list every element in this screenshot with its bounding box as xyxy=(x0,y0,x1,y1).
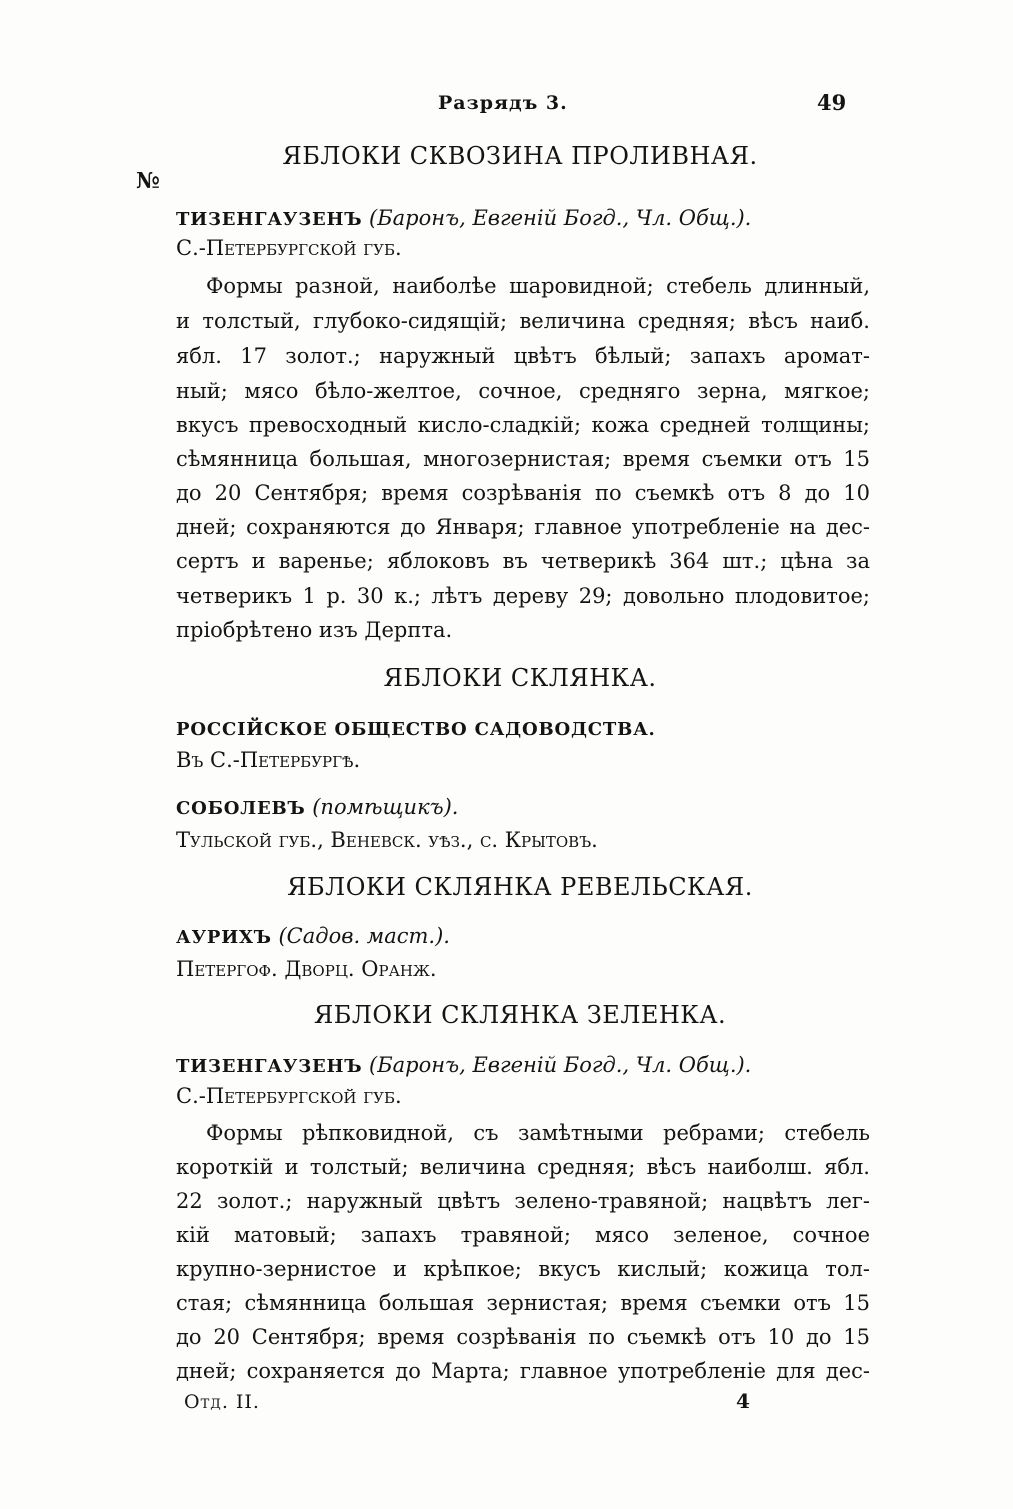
entry-heading xyxy=(176,713,870,745)
grower-role: (Садов. маст.). xyxy=(278,924,450,948)
description-line: и толстый, глубоко-сидящій; величина средняя; вѣсъ наиб. xyxy=(176,309,870,333)
description-line: до 20 Сентября; время созрѣванія по съемкѣ отъ 10 до 15 xyxy=(176,1325,870,1349)
running-head: Разрядъ 3. xyxy=(438,92,568,114)
description-line: стая; сѣмянница большая зернистая; время съемки отъ 15 xyxy=(176,1291,870,1315)
signature-section-label: Отд. II. xyxy=(184,1391,260,1413)
description-line: четверикъ 1 р. 30 к.; лѣтъ дереву 29; довольно плодовитое; xyxy=(176,584,870,608)
grower-role: (Баронъ, Евгеній Богд., Чл. Общ.). xyxy=(369,206,752,230)
description-line: ный; мясо бѣло-желтое, сочное, средняго зерна, мягкое; xyxy=(176,379,870,403)
section-title: ЯБЛОКИ СКВОЗИНА ПРОЛИВНАЯ. xyxy=(282,142,758,170)
description-line: крупно-зернистое и крѣпкое; вкусъ кислый; кожица тол- xyxy=(176,1257,870,1281)
description-line: сертъ и варенье; яблоковъ въ четверикѣ 364 шт.; цѣна за xyxy=(176,549,870,573)
description-line: Формы разной, наиболѣе шаровидной; стебель длинный, xyxy=(206,274,870,298)
section-title: ЯБЛОКИ СКЛЯНКА. xyxy=(383,664,657,692)
grower-name: АУРИХЪ xyxy=(176,927,272,948)
grower-location: Въ С.-Петербургѣ. xyxy=(176,748,361,772)
grower-name: РОССІЙСКОЕ ОБЩЕСТВО САДОВОДСТВА. xyxy=(176,719,656,740)
grower-location: С.-Петербургской губ. xyxy=(176,236,402,260)
page-number: 49 xyxy=(817,90,847,115)
section-title: ЯБЛОКИ СКЛЯНКА РЕВЕЛЬСКАЯ. xyxy=(287,873,753,901)
description-line: до 20 Сентября; время созрѣванія по съемкѣ отъ 8 до 10 xyxy=(176,481,870,505)
grower-name: ТИЗЕНГАУЗЕНЪ xyxy=(176,209,363,230)
entry-heading xyxy=(176,1050,870,1082)
description-line: ябл. 17 золот.; наружный цвѣтъ бѣлый; запахъ аромат- xyxy=(176,344,870,368)
description-line: Формы рѣпковидной, съ замѣтными ребрами; стебель xyxy=(206,1121,870,1145)
entry-heading xyxy=(176,792,870,824)
grower-name: ТИЗЕНГАУЗЕНЪ xyxy=(176,1056,363,1077)
description-line: короткій и толстый; величина средняя; вѣсъ наиболш. ябл. xyxy=(176,1155,870,1179)
entry-heading xyxy=(176,203,870,235)
grower-location: Петергоф. Дворц. Оранж. xyxy=(176,957,437,981)
number-sign: № xyxy=(136,168,160,194)
entry-heading xyxy=(176,921,870,953)
description-line: пріобрѣтено изъ Дерпта. xyxy=(176,618,453,642)
signature-mark: 4 xyxy=(736,1389,750,1413)
grower-location: С.-Петербургской губ. xyxy=(176,1084,402,1108)
description-line: 22 золот.; наружный цвѣтъ зелено-травяной; нацвѣтъ лег- xyxy=(176,1189,870,1213)
grower-role: (Баронъ, Евгеній Богд., Чл. Общ.). xyxy=(369,1053,752,1077)
description-line: вкусъ превосходный кисло-сладкій; кожа средней толщины; xyxy=(176,413,870,437)
section-title: ЯБЛОКИ СКЛЯНКА ЗЕЛЕНКА. xyxy=(313,1001,727,1029)
description-line: сѣмянница большая, многозернистая; время съемки отъ 15 xyxy=(176,447,870,471)
description-line: кій матовый; запахъ травяной; мясо зеленое, сочное xyxy=(176,1223,870,1247)
description-line: дней; сохраняются до Января; главное употребленіе на дес- xyxy=(176,515,870,539)
grower-location: Тульской губ., Веневск. уѣз., с. Крытовъ. xyxy=(176,828,598,852)
grower-role: (помѣщикъ). xyxy=(312,795,459,819)
description-line: дней; сохраняется до Марта; главное употребленіе для дес- xyxy=(176,1359,870,1383)
grower-name: СОБОЛЕВЪ xyxy=(176,798,306,819)
